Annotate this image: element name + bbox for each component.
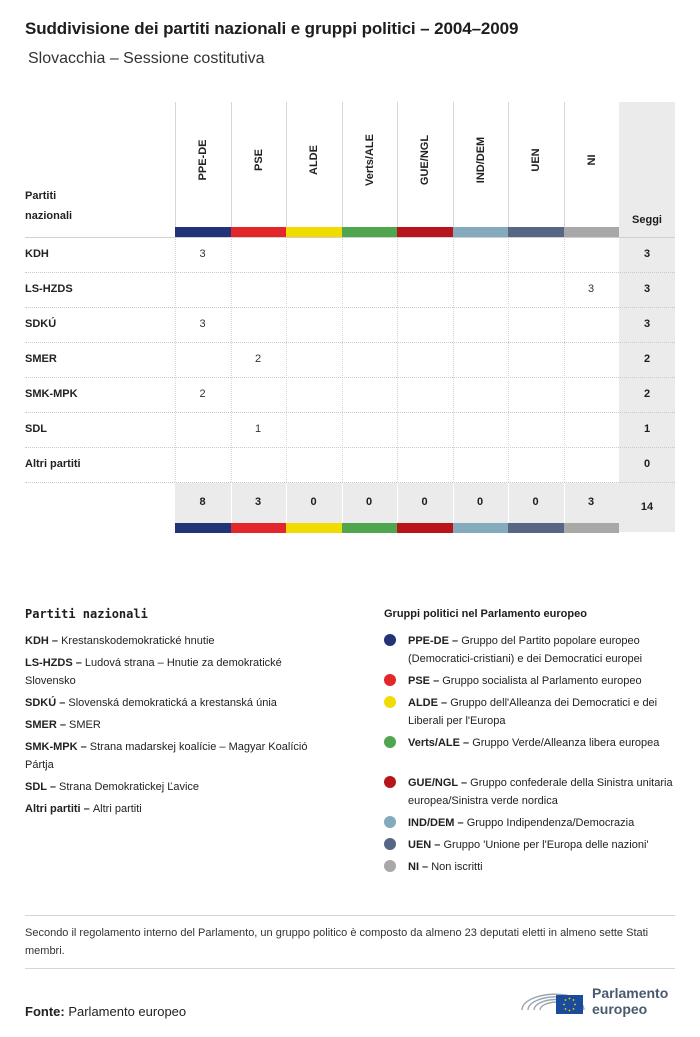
group-color-bar-bottom <box>453 523 509 533</box>
group-color-bar-bottom <box>175 523 231 533</box>
group-color-bar-top <box>231 227 287 237</box>
row-separator <box>25 482 675 483</box>
group-total-cell: 0 <box>310 496 317 508</box>
group-color-dot-icon <box>384 838 396 850</box>
grand-total: 14 <box>640 501 654 513</box>
group-header-label: ALDE <box>308 145 321 175</box>
party-legend-item: SDL – Strana Demokratickej Ľavice <box>25 781 200 793</box>
party-legend-title: Partiti nazionali <box>25 607 148 621</box>
group-header-label: Verts/ALE <box>363 134 376 186</box>
group-legend-item: ALDE – Gruppo dell'Alleanza dei Democratici e dei Liberali per l'Europa <box>408 697 658 727</box>
group-color-bar-top <box>175 227 231 237</box>
party-seat-total: 3 <box>643 248 651 260</box>
group-color-bar-bottom <box>231 523 287 533</box>
party-seat-total: 0 <box>643 458 651 470</box>
page-title: Suddivisione dei partiti nazionali e gruppi politici – 2004–2009 <box>25 19 519 38</box>
group-total-cell: 3 <box>254 496 262 508</box>
seat-cell: 3 <box>199 248 206 260</box>
divider <box>25 968 675 969</box>
party-legend-item: KDH – Krestanskodemokratické hnutie <box>25 635 215 647</box>
group-color-dot-icon <box>384 860 396 872</box>
party-seat-total: 3 <box>643 318 651 330</box>
table-header-rule <box>25 237 675 238</box>
party-row-label: Altri partiti <box>25 458 81 470</box>
party-row-label: SDL <box>25 423 47 435</box>
group-header-pse <box>231 102 287 237</box>
group-header-ni <box>564 102 620 237</box>
page-subtitle: Slovacchia – Sessione costitutiva <box>28 50 265 67</box>
party-legend-item: SMER – SMER <box>25 719 101 731</box>
group-color-dot-icon <box>384 696 396 708</box>
group-color-bar-top <box>564 227 620 237</box>
party-legend-item: SDKÚ – Slovenská demokratická a krestanská únia <box>25 697 277 709</box>
row-separator <box>25 377 675 378</box>
party-seat-total: 2 <box>643 353 651 365</box>
group-legend-item: UEN – Gruppo 'Unione per l'Europa delle nazioni' <box>408 839 649 851</box>
group-total-cell: 3 <box>587 496 595 508</box>
row-separator <box>25 412 675 413</box>
party-legend-item: Altri partiti – Altri partiti <box>25 803 142 815</box>
source-credit: Fonte: Parlamento europeo <box>25 1004 187 1019</box>
column-divider <box>286 237 287 482</box>
group-total-cell: 8 <box>199 496 206 508</box>
row-separator <box>25 272 675 273</box>
column-divider <box>175 237 176 482</box>
group-header-label: UEN <box>530 148 543 172</box>
group-color-bar-bottom <box>286 523 342 533</box>
group-legend-item: PSE – Gruppo socialista al Parlamento europeo <box>408 675 642 687</box>
group-header-alde <box>286 102 342 237</box>
party-seat-total: 3 <box>643 283 651 295</box>
group-color-bar-top <box>342 227 398 237</box>
party-row-label: SMER <box>25 353 57 365</box>
group-color-dot-icon <box>384 816 396 828</box>
row-separator <box>25 342 675 343</box>
column-divider <box>564 237 565 482</box>
party-row-label: SDKÚ <box>25 318 57 330</box>
party-column-header: Partiti nazionali <box>25 190 73 222</box>
group-total-cell: 0 <box>476 496 484 508</box>
seats-header: Seggi <box>632 214 662 226</box>
group-legend-item: Verts/ALE – Gruppo Verde/Alleanza libera europea <box>408 737 660 749</box>
group-header-ppede <box>175 102 231 237</box>
group-color-bar-bottom <box>564 523 620 533</box>
column-divider <box>342 237 343 482</box>
logo-text: Parlamento europeo <box>592 985 669 1017</box>
group-color-dot-icon <box>384 674 396 686</box>
group-total-cell: 0 <box>365 496 373 508</box>
group-header-label: GUE/NGL <box>419 134 432 186</box>
row-separator <box>25 307 675 308</box>
party-row-label: KDH <box>25 248 49 260</box>
group-color-dot-icon <box>384 634 396 646</box>
column-divider <box>508 237 509 482</box>
group-header-uen <box>508 102 564 237</box>
group-total-cell: 0 <box>421 496 428 508</box>
group-color-bar-top <box>397 227 453 237</box>
group-legend-item: NI – Non iscritti <box>408 861 483 873</box>
seat-cell: 3 <box>587 283 595 295</box>
column-divider <box>453 237 454 482</box>
party-seat-total: 1 <box>643 423 651 435</box>
seat-cell: 1 <box>254 423 262 435</box>
group-header-label: NI <box>585 154 598 166</box>
group-color-bar-top <box>508 227 564 237</box>
group-color-dot-icon <box>384 736 396 748</box>
seat-cell: 3 <box>199 318 206 330</box>
seat-cell: 2 <box>199 388 206 400</box>
party-seat-total: 2 <box>643 388 651 400</box>
party-legend-item: LS-HZDS – Ludová strana – Hnutie za demokratické Slovensko <box>25 657 282 687</box>
group-header-label: IND/DEM <box>474 136 487 184</box>
group-header-guengl <box>397 102 453 237</box>
group-legend-title: Gruppi politici nel Parlamento europeo <box>384 608 587 620</box>
group-header-inddem <box>453 102 509 237</box>
column-divider <box>397 237 398 482</box>
party-legend-item: SMK-MPK – Strana madarskej koalície – Magyar Koalíció Pártja <box>25 741 308 771</box>
group-color-bar-bottom <box>397 523 453 533</box>
group-total-cell: 0 <box>532 496 539 508</box>
group-header-label: PSE <box>252 148 265 172</box>
group-color-bar-bottom <box>342 523 398 533</box>
party-row-label: LS-HZDS <box>25 283 73 295</box>
group-legend-item: PPE-DE – Gruppo del Partito popolare europeo (Democratici-cristiani) e dei Democratici europei <box>408 635 643 665</box>
group-color-bar-top <box>286 227 342 237</box>
group-header-label: PPE-DE <box>197 139 210 181</box>
group-header-vertsale <box>342 102 398 237</box>
party-row-label: SMK-MPK <box>25 388 78 400</box>
group-color-dot-icon <box>384 776 396 788</box>
row-separator <box>25 447 675 448</box>
group-color-bar-bottom <box>508 523 564 533</box>
seat-cell: 2 <box>254 353 262 365</box>
group-color-bar-top <box>453 227 509 237</box>
footnote: Secondo il regolamento interno del Parlamento, un gruppo politico è composto da almeno 23 deputati eletti in almeno sette Stati membri. <box>25 927 649 957</box>
divider <box>25 915 675 916</box>
group-legend-item: IND/DEM – Gruppo Indipendenza/Democrazia <box>408 817 635 829</box>
group-legend-item: GUE/NGL – Gruppo confederale della Sinistra unitaria europea/Sinistra verde nordica <box>408 777 673 807</box>
